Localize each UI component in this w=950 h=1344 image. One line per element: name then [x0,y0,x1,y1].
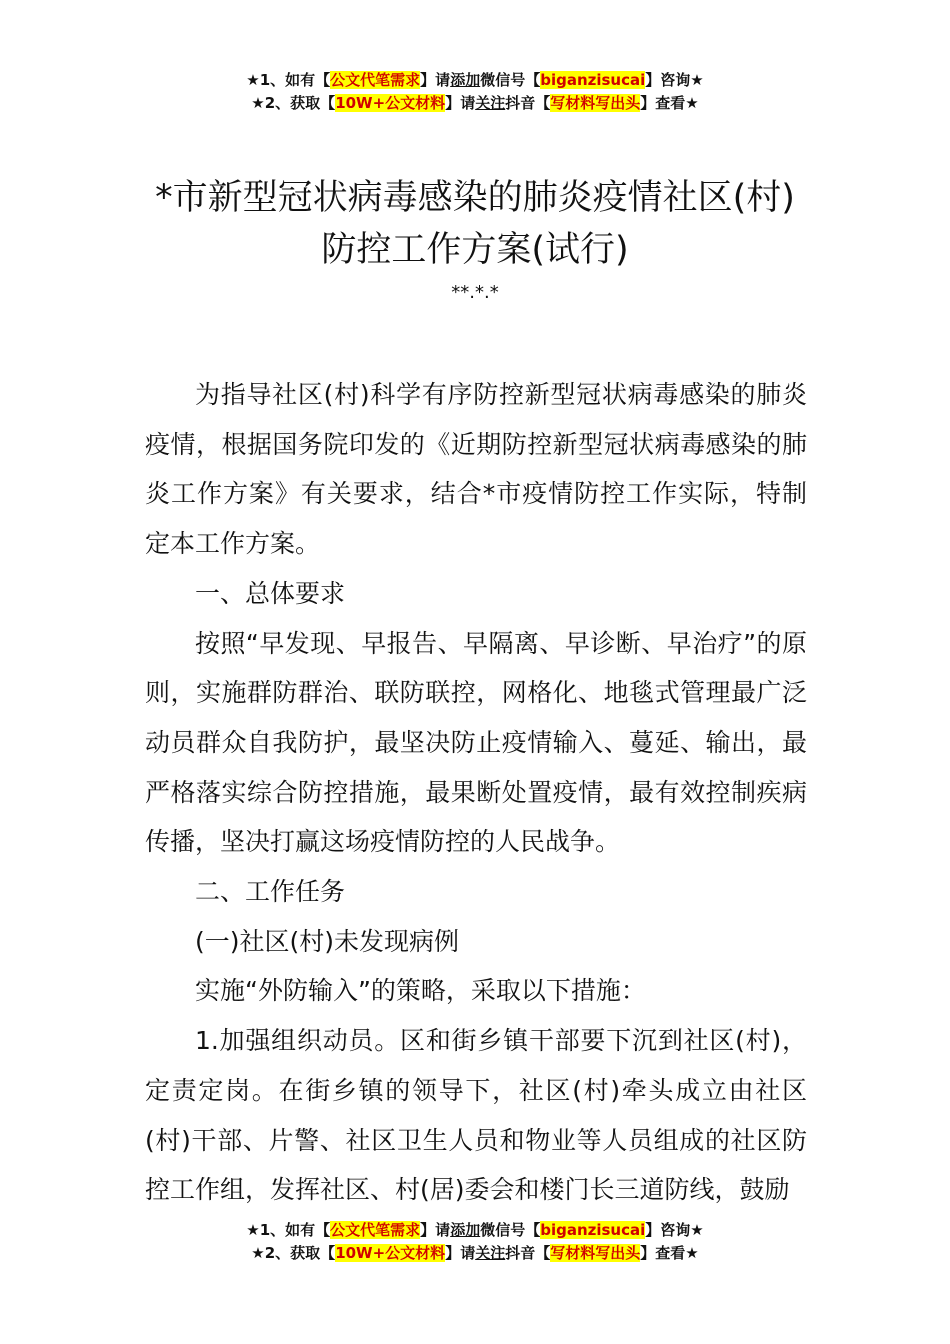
promo-line-2: ★2、获取【10W+公文材料】请关注抖音【写材料写出头】查看★ [251,1244,699,1262]
heading-work-tasks: 二、工作任务 [195,877,346,907]
paragraph-intro: 为指导社区(村)科学有序防控新型冠状病毒感染的肺炎疫情，根据国务院印发的《近期防控新型冠状病毒感染的肺炎工作方案》有关要求，结合*市疫情防控工作实际，特制定本工作方案。 [145,380,807,559]
document-title-line-1: *市新型冠状病毒感染的肺炎疫情社区(村) [155,178,795,218]
highlight-text: biganzisucai [540,1221,646,1239]
promo-line-2: ★2、获取【10W+公文材料】请关注抖音【写材料写出头】查看★ [251,94,699,112]
highlight-text: 写材料写出头 [550,94,641,112]
paragraph-strategy: 实施“外防输入”的策略，采取以下措施： [195,976,646,1006]
subheading-no-cases: (一)社区(村)未发现病例 [195,926,460,956]
document-date: **.*.* [451,282,499,303]
highlight-text: 10W+公文材料 [335,94,446,112]
promo-line-1: ★1、如有【公文代笔需求】请添加微信号【biganzisucai】咨询★ [246,1221,704,1239]
promo-line-1: ★1、如有【公文代笔需求】请添加微信号【biganzisucai】咨询★ [246,71,704,89]
highlight-text: 公文代笔需求 [330,71,421,89]
highlight-text: 写材料写出头 [550,1244,641,1262]
highlight-text: biganzisucai [540,71,646,89]
document-title-line-2: 防控工作方案(试行) [321,230,629,270]
highlight-text: 公文代笔需求 [330,1221,421,1239]
heading-general-requirements: 一、总体要求 [195,578,346,608]
bottom-promo-banner [0,1219,950,1265]
highlight-text: 10W+公文材料 [335,1244,446,1262]
document-body [145,370,807,1215]
paragraph-principles: 按照“早发现、早报告、早隔离、早诊断、早治疗”的原则，实施群防群治、联防联控，网格化、地毯式管理最广泛动员群众自我防护，最坚决防止疫情输入、蔓延、输出，最严格落实综合防控措施，最果断处置疫情，最有效控制疾病传播，坚决打赢这场疫情防控的人民战争。 [145,628,807,857]
paragraph-measure-1: 1.加强组织动员。区和街乡镇干部要下沉到社区(村)，定责定岗。在街乡镇的领导下，社区(村)牵头成立由社区(村)干部、片警、社区卫生人员和物业等人员组成的社区防控工作组，发挥社区、村(居)委会和楼门长三道防线，鼓励 [145,1026,807,1205]
top-promo-banner [0,69,950,115]
